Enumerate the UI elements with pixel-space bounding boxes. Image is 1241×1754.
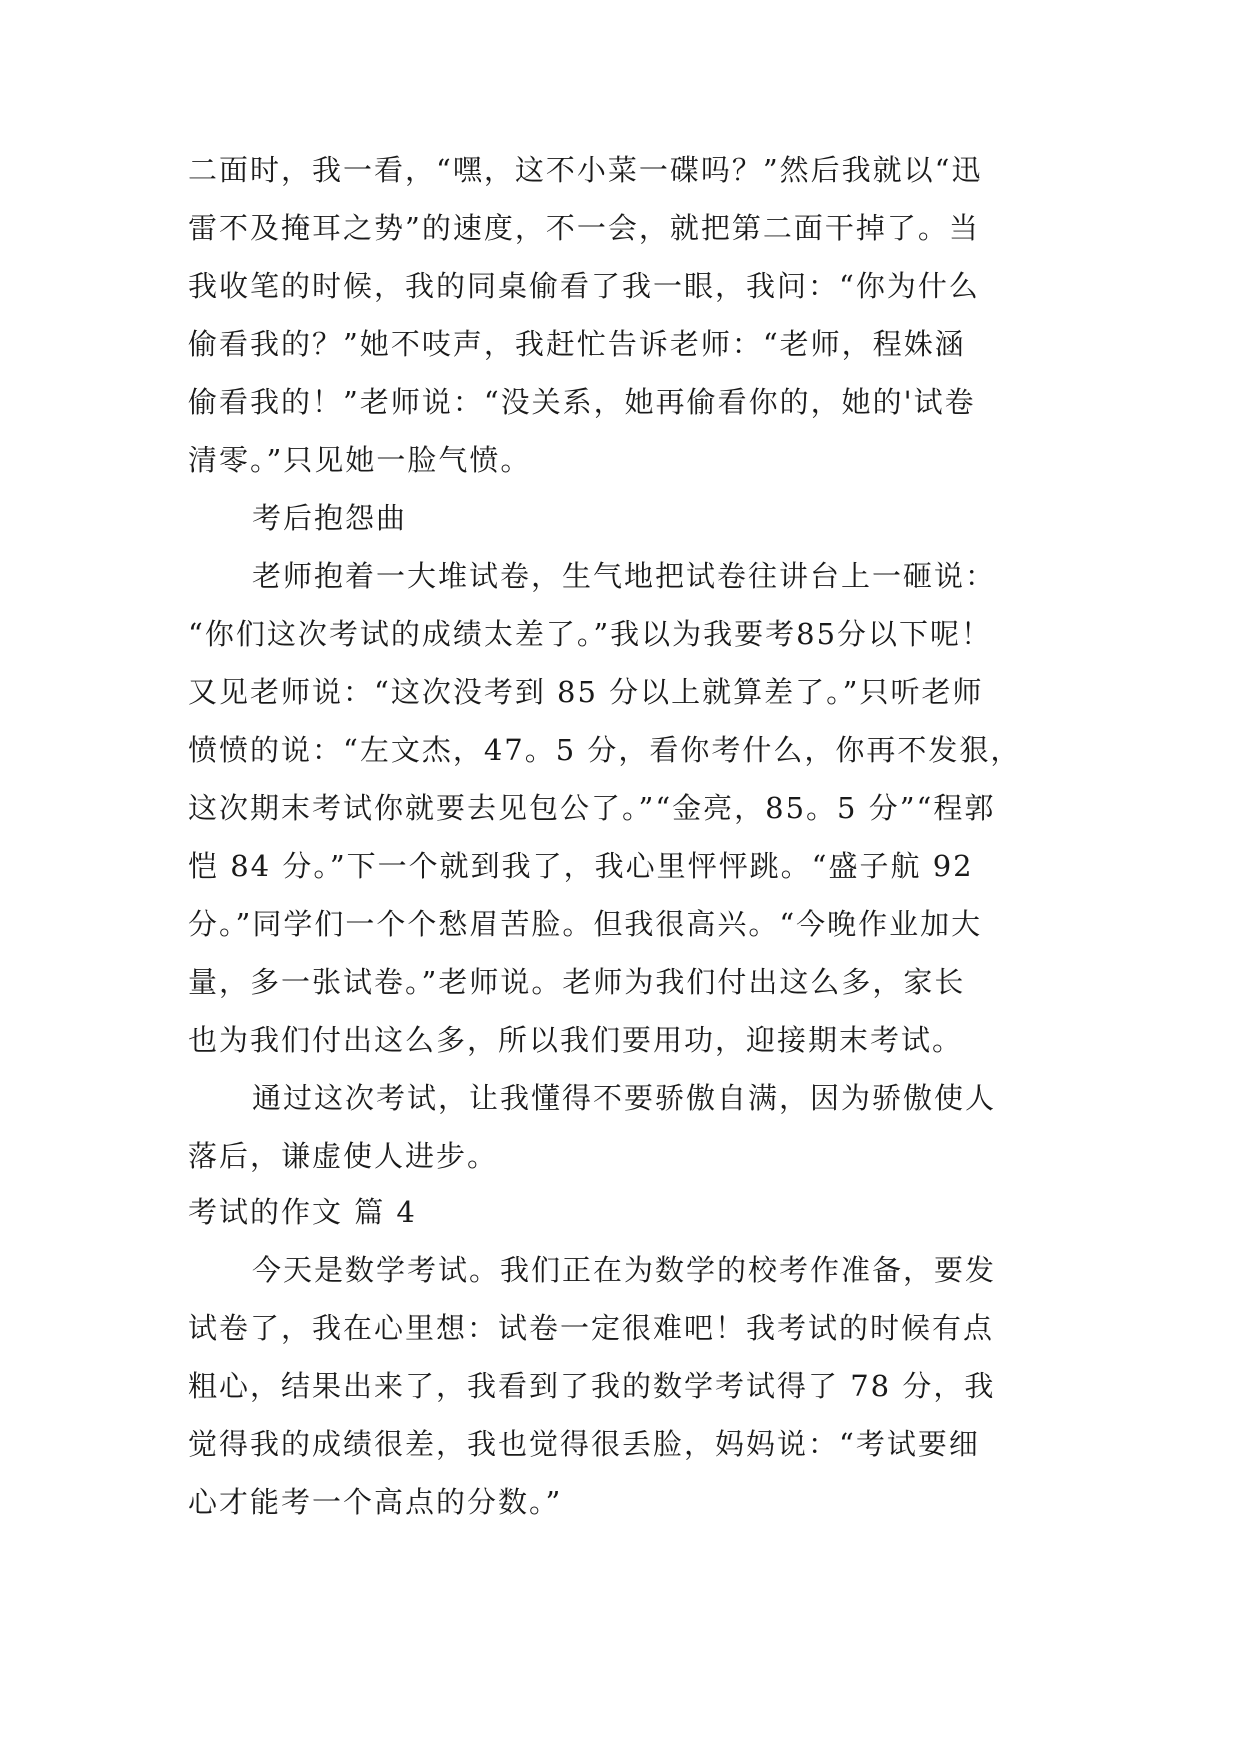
section-heading: 考试的作文 篇 4 — [188, 1195, 417, 1229]
text-line: 清零。”只见她一脸气愤。 — [188, 443, 532, 477]
text-line: 愤愤的说：“左文杰，47。5 分，看你考什么，你再不发狠， — [188, 733, 1022, 767]
text-line: 老师抱着一大堆试卷，生气地把试卷往讲台上一砸说： — [252, 559, 997, 593]
text-line: 心才能考一个高点的分数。” — [188, 1485, 563, 1519]
text-line: 觉得我的成绩很差，我也觉得很丢脸，妈妈说：“考试要细 — [188, 1427, 980, 1461]
section-subtitle: 考后抱怨曲 — [252, 501, 408, 535]
text-line: 偷看我的！”老师说：“没关系，她再偷看你的，她的'试卷 — [188, 385, 976, 419]
text-line: 分。”同学们一个个愁眉苦脸。但我很高兴。“今晚作业加大 — [188, 907, 983, 941]
text-line: 粗心，结果出来了，我看到了我的数学考试得了 78 分，我 — [188, 1369, 996, 1403]
text-line: 试卷了，我在心里想：试卷一定很难吧！我考试的时候有点 — [188, 1311, 995, 1345]
text-line: 雷不及掩耳之势”的速度，不一会，就把第二面干掉了。当 — [188, 211, 980, 245]
text-line: 今天是数学考试。我们正在为数学的校考作准备，要发 — [252, 1253, 997, 1287]
text-line: 通过这次考试，让我懂得不要骄傲自满，因为骄傲使人 — [252, 1081, 997, 1115]
text-line: 我收笔的时候，我的同桌偷看了我一眼，我问：“你为什么 — [188, 269, 980, 303]
text-line: 又见老师说：“这次没考到 85 分以上就算差了。”只听老师 — [188, 675, 984, 709]
text-line: 这次期末考试你就要去见包公了。”“金亮，85。5 分”“程郭 — [188, 791, 996, 825]
text-line: “你们这次考试的成绩太差了。”我以为我要考85分以下呢！ — [188, 617, 993, 651]
text-line: 二面时，我一看，“嘿，这不小菜一碟吗？”然后我就以“迅 — [188, 153, 983, 187]
text-line: 量，多一张试卷。”老师说。老师为我们付出这么多，家长 — [188, 965, 966, 999]
text-line: 恺 84 分。”下一个就到我了，我心里怦怦跳。“盛子航 92 — [188, 849, 974, 883]
text-line: 落后，谦虚使人进步。 — [188, 1139, 499, 1173]
text-line: 也为我们付出这么多，所以我们要用功，迎接期末考试。 — [188, 1023, 964, 1057]
text-line: 偷看我的？”她不吱声，我赶忙告诉老师：“老师，程姝涵 — [188, 327, 966, 361]
